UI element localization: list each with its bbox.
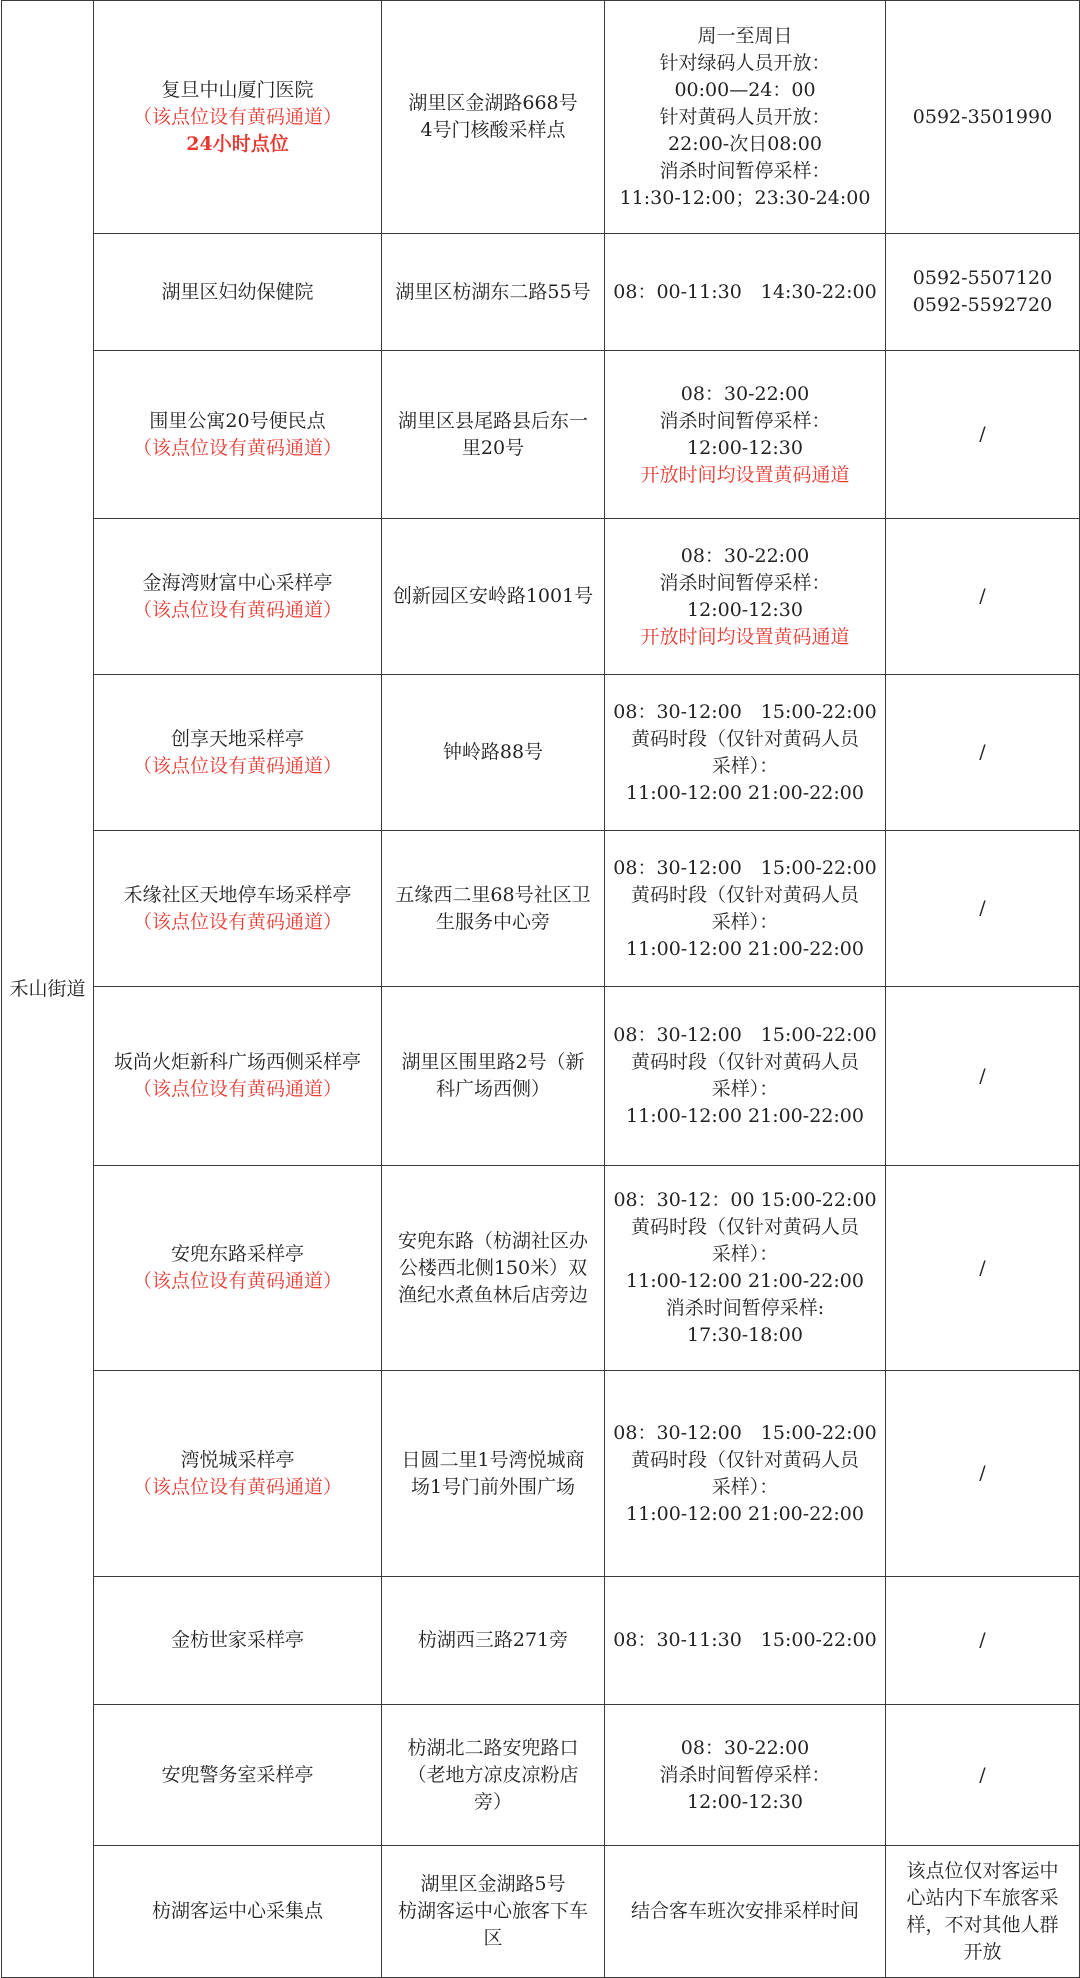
address-cell [382, 519, 605, 675]
address-line: 渔纪水煮鱼林后店旁边 [397, 1283, 588, 1306]
hours-line: 12:00-12:30 [687, 598, 803, 621]
phone-line: / [979, 741, 986, 763]
hours-line: 08：30-12:00 15:00-22:00 [613, 700, 877, 723]
phone-line: 样，不对其他人群 [906, 1913, 1059, 1936]
phone-cell [886, 1577, 1080, 1705]
hours-line: 11:00-12:00 21:00-22:00 [626, 1105, 864, 1127]
address-line: 4号门核酸采样点 [420, 119, 566, 141]
address-line: 区 [483, 1927, 503, 1949]
yellow-code-note: （该点位设有黄码通道） [132, 754, 342, 777]
yellow-code-note: （该点位设有黄码通道） [132, 105, 342, 128]
phone-line: / [979, 423, 986, 445]
address-line: 日圆二里1号湾悦城商 [401, 1448, 585, 1471]
hours-cell [605, 1577, 886, 1705]
yellow-code-hours-note: 开放时间均设置黄码通道 [640, 463, 850, 486]
hours-line: 周一至周日 [697, 24, 793, 47]
address-cell [382, 1705, 605, 1846]
hours-cell [605, 1166, 886, 1371]
hours-line: 11:00-12:00 21:00-22:00 [626, 1270, 864, 1292]
hours-24-badge: 24小时点位 [186, 132, 289, 155]
yellow-code-note: （该点位设有黄码通道） [132, 1475, 342, 1498]
hours-line: 08：30-22:00 [680, 382, 810, 405]
phone-cell [886, 987, 1080, 1166]
site-name-cell [94, 1166, 382, 1371]
hours-line: 08：30-22:00 [680, 544, 810, 567]
hours-line: 12:00-12:30 [687, 1790, 803, 1813]
address-line: 安兜东路（枋湖社区办 [397, 1229, 588, 1252]
hours-line: 08：30-12：00 15:00-22:00 [613, 1189, 877, 1211]
hours-line: 08：00-11:30 14:30-22:00 [613, 280, 877, 303]
address-line: 旁） [473, 1790, 512, 1813]
hours-line: 针对绿码人员开放： [659, 51, 831, 74]
hours-line: 11:00-12:00 21:00-22:00 [626, 937, 864, 960]
hours-line: 针对黄码人员开放： [659, 105, 831, 128]
phone-line: / [979, 1256, 986, 1279]
hours-line: 消杀时间暂停采样： [659, 1763, 831, 1786]
hours-cell [605, 1705, 886, 1846]
phone-line: / [979, 1763, 986, 1786]
table-row [2, 1166, 1080, 1371]
address-cell [382, 351, 605, 519]
hours-line: 采样）： [711, 754, 779, 777]
phone-cell [886, 1846, 1080, 1978]
hours-cell [605, 1371, 886, 1577]
phone-line: 0592-3501990 [912, 105, 1053, 128]
site-name-cell [94, 1, 382, 234]
district-label: 禾山街道 [9, 977, 86, 1000]
yellow-code-note: （该点位设有黄码通道） [132, 598, 342, 621]
hours-line: 消杀时间暂停采样： [659, 571, 831, 594]
site-name: 安兜警务室采样亭 [161, 1763, 314, 1786]
yellow-code-note: （该点位设有黄码通道） [132, 1078, 342, 1100]
hours-line: 11:00-12:00 21:00-22:00 [626, 781, 864, 804]
table-row [2, 1577, 1080, 1705]
yellow-code-hours-note: 开放时间均设置黄码通道 [640, 625, 850, 648]
hours-line: 采样）： [711, 1243, 779, 1265]
site-name: 金枋世家采样亭 [170, 1629, 304, 1651]
site-name: 创享天地采样亭 [170, 727, 304, 750]
site-name-cell [94, 234, 382, 351]
site-name: 禾缘社区天地停车场采样亭 [123, 883, 352, 906]
phone-cell [886, 1, 1080, 234]
phone-line: 0592-5592720 [912, 294, 1053, 316]
phone-cell [886, 1371, 1080, 1577]
phone-cell [886, 519, 1080, 675]
address-cell [382, 987, 605, 1166]
phone-cell [886, 1705, 1080, 1846]
table-row [2, 831, 1080, 987]
site-name-cell [94, 1705, 382, 1846]
phone-cell [886, 675, 1080, 831]
table-row [2, 1371, 1080, 1577]
address-line: 湖里区金湖路5号 [420, 1873, 566, 1895]
table-row [2, 1, 1080, 234]
yellow-code-note: （该点位设有黄码通道） [132, 910, 342, 933]
phone-line: 心站内下车旅客采 [906, 1886, 1059, 1909]
site-name-cell [94, 1371, 382, 1577]
hours-cell [605, 831, 886, 987]
address-line: 湖里区金湖路668号 [408, 92, 578, 114]
site-name: 湖里区妇幼保健院 [161, 280, 314, 303]
hours-line: 08：30-11:30 15:00-22:00 [613, 1629, 877, 1651]
hours-line: 11:00-12:00 21:00-22:00 [626, 1502, 864, 1525]
hours-line: 黄码时段（仅针对黄码人员 [630, 1448, 859, 1471]
site-name: 安兜东路采样亭 [170, 1243, 304, 1265]
phone-cell [886, 351, 1080, 519]
hours-line: 12:00-12:30 [687, 436, 803, 459]
table-row [2, 519, 1080, 675]
hours-line: 17:30-18:00 [687, 1324, 803, 1346]
phone-cell [886, 831, 1080, 987]
phone-line: / [979, 585, 986, 607]
table-row [2, 675, 1080, 831]
address-cell [382, 1, 605, 234]
address-line: 里20号 [461, 436, 525, 459]
district-cell [2, 1, 94, 1978]
site-name: 金海湾财富中心采样亭 [142, 571, 333, 594]
address-line: 枋湖客运中心旅客下车 [397, 1900, 588, 1922]
table-row [2, 987, 1080, 1166]
address-line: 湖里区枋湖东二路55号 [395, 280, 591, 303]
site-name-cell [94, 519, 382, 675]
table-row [2, 1705, 1080, 1846]
address-line: 湖里区围里路2号（新 [401, 1051, 585, 1073]
phone-line: / [979, 1064, 986, 1087]
address-cell [382, 831, 605, 987]
hours-cell [605, 1, 886, 234]
hours-cell [605, 1846, 886, 1978]
site-name-cell [94, 831, 382, 987]
address-line: 钟岭路88号 [442, 741, 544, 763]
phone-cell [886, 1166, 1080, 1371]
address-line: 公楼西北侧150米）双 [398, 1256, 588, 1279]
phone-cell [886, 234, 1080, 351]
hours-line: 采样）： [711, 1475, 779, 1498]
hours-cell [605, 351, 886, 519]
table-row [2, 1846, 1080, 1978]
hours-line: 黄码时段（仅针对黄码人员 [630, 727, 859, 750]
address-cell [382, 1166, 605, 1371]
address-line: 科广场西侧） [435, 1078, 550, 1100]
hours-cell [605, 234, 886, 351]
hours-cell [605, 987, 886, 1166]
address-line: 湖里区县尾路县后东一 [397, 409, 588, 432]
hours-line: 结合客车班次安排采样时间 [630, 1900, 859, 1922]
hours-line: 消杀时间暂停采样： [659, 409, 831, 432]
address-cell [382, 675, 605, 831]
phone-line: 该点位仅对客运中 [906, 1859, 1059, 1882]
phone-line: 0592-5507120 [912, 267, 1053, 289]
address-line: 五缘西二里68号社区卫 [395, 883, 591, 906]
hours-cell [605, 519, 886, 675]
hours-cell [605, 675, 886, 831]
hours-line: 黄码时段（仅针对黄码人员 [630, 1051, 859, 1073]
hours-line: 22:00-次日08:00 [668, 132, 822, 155]
site-name-cell [94, 675, 382, 831]
hours-line: 08：30-12:00 15:00-22:00 [613, 1421, 877, 1444]
hours-line: 采样）： [711, 910, 779, 933]
table-row [2, 351, 1080, 519]
address-line: 生服务中心旁 [435, 910, 550, 933]
address-cell [382, 234, 605, 351]
phone-line: / [979, 1462, 986, 1484]
site-name: 枋湖客运中心采集点 [151, 1900, 323, 1922]
site-name: 坂尚火炬新科广场西侧采样亭 [113, 1051, 361, 1073]
phone-line: / [979, 1629, 986, 1651]
phone-line: / [979, 897, 986, 919]
hours-line: 消杀时间暂停采样: [665, 1297, 825, 1319]
hours-line: 采样）： [711, 1078, 779, 1100]
yellow-code-note: （该点位设有黄码通道） [132, 1270, 342, 1292]
site-name: 湾悦城采样亭 [180, 1448, 295, 1471]
address-line: 场1号门前外围广场 [410, 1475, 576, 1498]
yellow-code-note: （该点位设有黄码通道） [132, 436, 342, 459]
testing-sites-table [1, 0, 1080, 1978]
address-cell [382, 1846, 605, 1978]
address-line: 创新园区安岭路1001号 [392, 585, 594, 607]
address-line: （老地方凉皮凉粉店 [407, 1763, 579, 1786]
site-name-cell [94, 1577, 382, 1705]
address-cell [382, 1577, 605, 1705]
site-name-cell [94, 1846, 382, 1978]
site-name-cell [94, 351, 382, 519]
hours-line: 黄码时段（仅针对黄码人员 [630, 883, 859, 906]
hours-line: 黄码时段（仅针对黄码人员 [630, 1216, 859, 1238]
hours-line: 11:30-12:00；23:30-24:00 [619, 186, 871, 209]
site-name-cell [94, 987, 382, 1166]
hours-line: 08：30-12:00 15:00-22:00 [613, 856, 877, 879]
site-name: 复旦中山厦门医院 [161, 78, 314, 101]
phone-line: 开放 [963, 1940, 1002, 1963]
address-line: 枋湖北二路安兜路口 [407, 1736, 579, 1759]
hours-line: 消杀时间暂停采样： [659, 159, 831, 182]
hours-line: 00:00—24：00 [674, 78, 816, 101]
table-row [2, 234, 1080, 351]
address-cell [382, 1371, 605, 1577]
hours-line: 08：30-12:00 15:00-22:00 [613, 1024, 877, 1046]
hours-line: 08：30-22:00 [680, 1736, 810, 1759]
address-line: 枋湖西三路271旁 [417, 1629, 569, 1651]
site-name: 围里公寓20号便民点 [149, 409, 326, 432]
